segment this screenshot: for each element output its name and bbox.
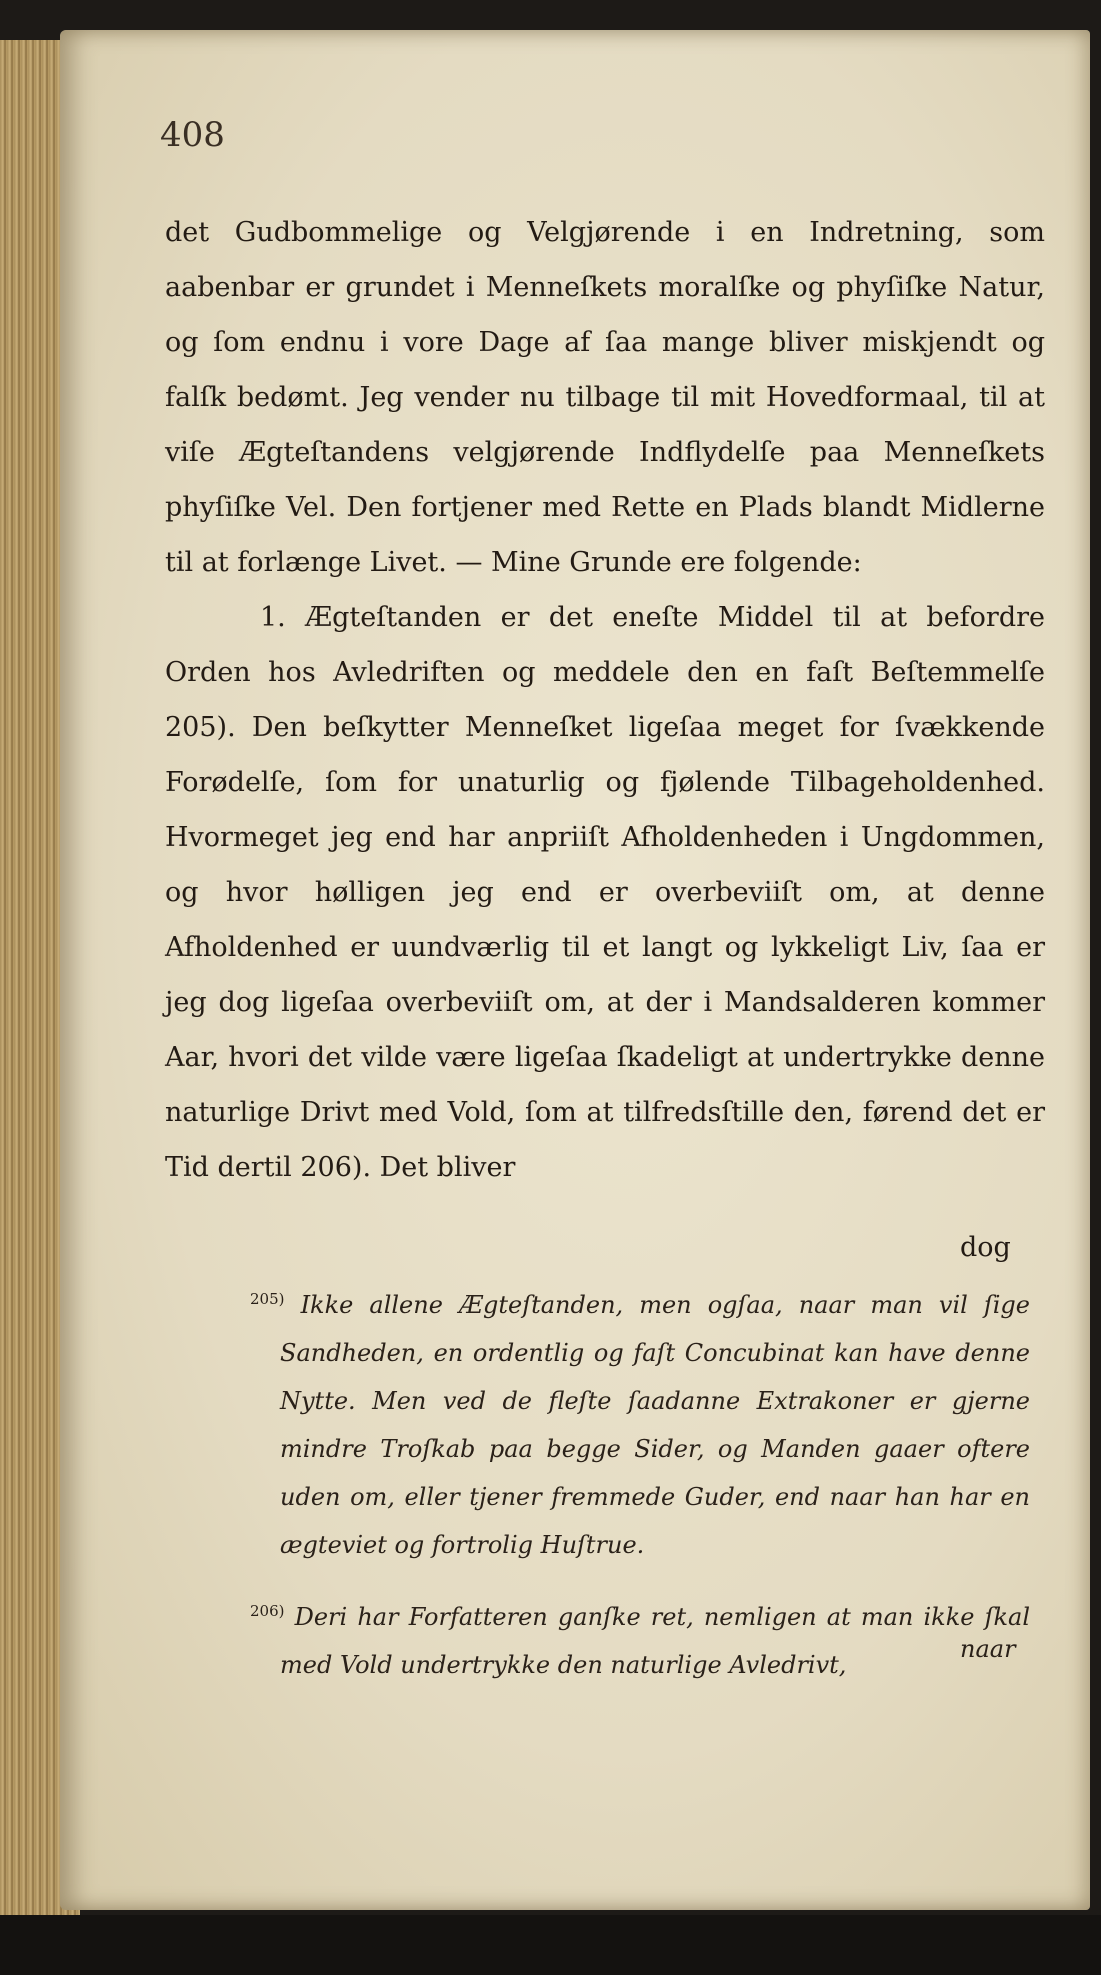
footnote-catch-word: naar	[960, 1635, 1016, 1663]
main-paragraph: det Gudbommelige og Velgjørende i en Indretning, som aabenbar er grundet i Menneſkets moralſke og phyſiſke Natur, og ſom endnu i vore Dage af ſaa mange bliver miskjendt og falſk bedømt. Jeg vender nu tilbage til mit Hovedformaal, til at viſe Ægteſtandens velgjørende Indflydelſe paa Menneſkets phyſiſke Vel. Den fortjener med Rette en Plads blandt Midlerne til at forlænge Livet. — Mine Grunde ere folgende:	[165, 217, 1045, 578]
footnote-marker: 205)	[250, 1290, 285, 1308]
footnote-205	[250, 1275, 1030, 1569]
catch-word: dog	[960, 1232, 1011, 1263]
main-text-block	[165, 205, 1045, 1195]
footnote-marker: 206)	[250, 1602, 285, 1620]
footnote-206	[250, 1587, 1030, 1689]
background-surface	[0, 1915, 1101, 1975]
numbered-paragraph: 1. Ægteſtanden er det eneſte Middel til at befordre Orden hos Avledriften og meddele den en faſt Beſtemmelſe 205). Den beſkytter Menneſket ligeſaa meget for ſvækkende Forødelſe, ſom for unaturlig og fjølende Tilbageholdenhed. Hvormeget jeg end har anpriiſt Afholdenheden i Ungdommen, og hvor hølligen jeg end er overbeviiſt om, at denne Afholdenhed er uundværlig til et langt og lykkeligt Liv, ſaa er jeg dog ligeſaa overbeviiſt om, at der i Mandsalderen kommer Aar, hvori det vilde være ligeſaa ſkadeligt at undertrykke denne naturlige Drivt med Vold, ſom at tilfredsſtille den, førend det er Tid dertil 206). Det bliver	[165, 602, 1045, 1183]
footnote-text: Ikke allene Ægteſtanden, men ogſaa, naar man vil ſige Sandheden, en ordentlig og faſt Concubinat kan have denne Nytte. Men ved de fleſte ſaadanne Extrakoner er gjerne mindre Troſkab paa begge Sider, og Manden gaaer oftere uden om, eller tjener fremmede Guder, end naar han har en ægteviet og fortrolig Huſtrue.	[280, 1291, 1031, 1559]
footnote-text: Deri har Forfatteren ganſke ret, nemligen at man ikke ſkal med Vold undertrykke den naturlige Avledrivt,	[280, 1603, 1030, 1679]
footnotes-block	[250, 1275, 1030, 1707]
page-number: 408	[160, 115, 225, 155]
